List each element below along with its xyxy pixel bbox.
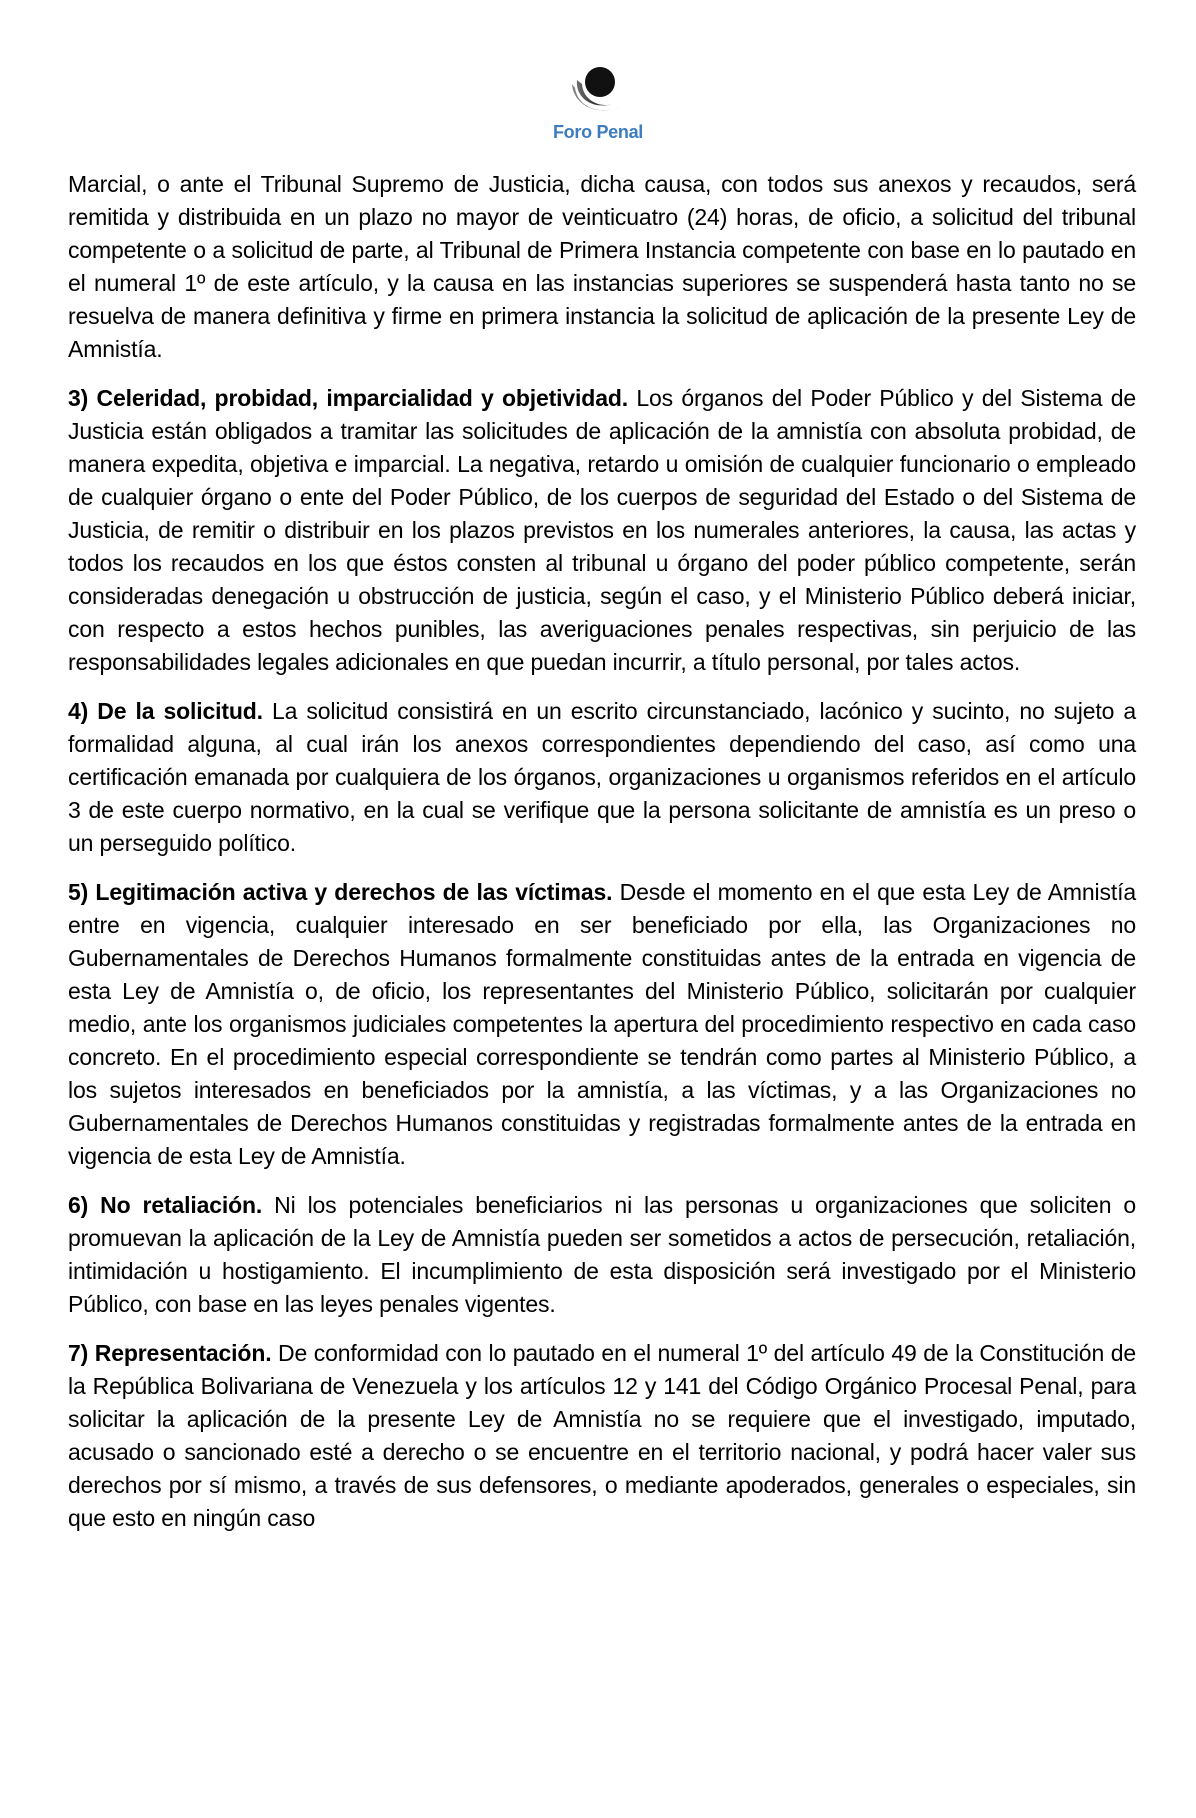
- paragraph-text: Ni los potenciales beneficiarios ni las personas u organizaciones que soliciten o promuevan la aplicación de la Ley de Amnistía pueden ser sometidos a actos de persecución, retaliación, intimidación u hostigamiento. El incumplimiento de esta disposición será investigado por el Ministerio Público, con base en las leyes penales vigentes.: [68, 1192, 1136, 1317]
- paragraph-representacion: [68, 1337, 1136, 1535]
- paragraph-heading: 5) Legitimación activa y derechos de las víctimas.: [68, 879, 613, 905]
- paragraph-continuation: [68, 168, 1136, 366]
- paragraph-heading: 7) Representación.: [68, 1340, 272, 1366]
- paragraph-text: Marcial, o ante el Tribunal Supremo de Justicia, dicha causa, con todos sus anexos y recaudos, será remitida y distribuida en un plazo no mayor de veinticuatro (24) horas, de oficio, a solicitud del tribunal competente o a solicitud de parte, al Tribunal de Primera Instancia competente con base en lo pautado en el numeral 1º de este artículo, y la causa en las instancias superiores se suspenderá hasta tanto no se resuelva de manera definitiva y firme en primera instancia la solicitud de aplicación de la presente Ley de Amnistía.: [68, 171, 1136, 362]
- paragraph-solicitud: [68, 695, 1136, 860]
- document-body: [68, 168, 1136, 1551]
- paragraph-heading: 4) De la solicitud.: [68, 698, 263, 724]
- paragraph-text: De conformidad con lo pautado en el numeral 1º del artículo 49 de la Constitución de la República Bolivariana de Venezuela y los artículos 12 y 141 del Código Orgánico Procesal Penal, para solicitar la aplicación de la presente Ley de Amnistía no se requiere que el investigado, imputado, acusado o sancionado esté a derecho o se encuentre en el territorio nacional, y podrá hacer valer sus derechos por sí mismo, a través de sus defensores, o mediante apoderados, generales o especiales, sin que esto en ningún caso: [68, 1340, 1136, 1531]
- paragraph-no-retaliacion: [68, 1189, 1136, 1321]
- paragraph-text: La solicitud consistirá en un escrito circunstanciado, lacónico y sucinto, no sujeto a formalidad alguna, al cual irán los anexos correspondientes dependiendo del caso, así como una certificación emanada por cualquiera de los órganos, organizaciones u organismos referidos en el artículo 3 de este cuerpo normativo, en la cual se verifique que la persona solicitante de amnistía es un preso o un perseguido político.: [68, 698, 1136, 856]
- paragraph-celeridad: [68, 382, 1136, 679]
- page-header: [0, 58, 1196, 143]
- paragraph-legitimacion: [68, 876, 1136, 1173]
- paragraph-heading: 6) No retaliación.: [68, 1192, 263, 1218]
- paragraph-heading: 3) Celeridad, probidad, imparcialidad y objetividad.: [68, 385, 628, 411]
- foro-penal-logo-icon: [563, 58, 633, 120]
- logo-text: Foro Penal: [552, 122, 643, 142]
- paragraph-text: Desde el momento en el que esta Ley de Amnistía entre en vigencia, cualquier interesado en ser beneficiado por ella, las Organizaciones no Gubernamentales de Derechos Humanos formalmente constituidas antes de la entrada en vigencia de esta Ley de Amnistía o, de oficio, los representantes del Ministerio Público, solicitarán por cualquier medio, ante los organismos judiciales competentes la apertura del procedimiento respectivo en cada caso concreto. En el procedimiento especial correspondiente se tendrán como partes al Ministerio Público, a los sujetos interesados en beneficiados por la amnistía, a las víctimas, y a las Organizaciones no Gubernamentales de Derechos Humanos constituidas y registradas formalmente antes de la entrada en vigencia de esta Ley de Amnistía.: [68, 879, 1136, 1169]
- paragraph-text: Los órganos del Poder Público y del Sistema de Justicia están obligados a tramitar las solicitudes de aplicación de la amnistía con absoluta probidad, de manera expedita, objetiva e imparcial. La negativa, retardo u omisión de cualquier funcionario o empleado de cualquier órgano o ente del Poder Público, de los cuerpos de seguridad del Estado o del Sistema de Justicia, de remitir o distribuir en los plazos previstos en los numerales anteriores, la causa, las actas y todos los recaudos en los que éstos consten al tribunal u órgano del poder público competente, serán consideradas denegación u obstrucción de justicia, según el caso, y el Ministerio Público deberá iniciar, con respecto a estos hechos punibles, las averiguaciones penales respectivas, sin perjuicio de las responsabilidades legales adicionales en que puedan incurrir, a título personal, por tales actos.: [68, 385, 1136, 675]
